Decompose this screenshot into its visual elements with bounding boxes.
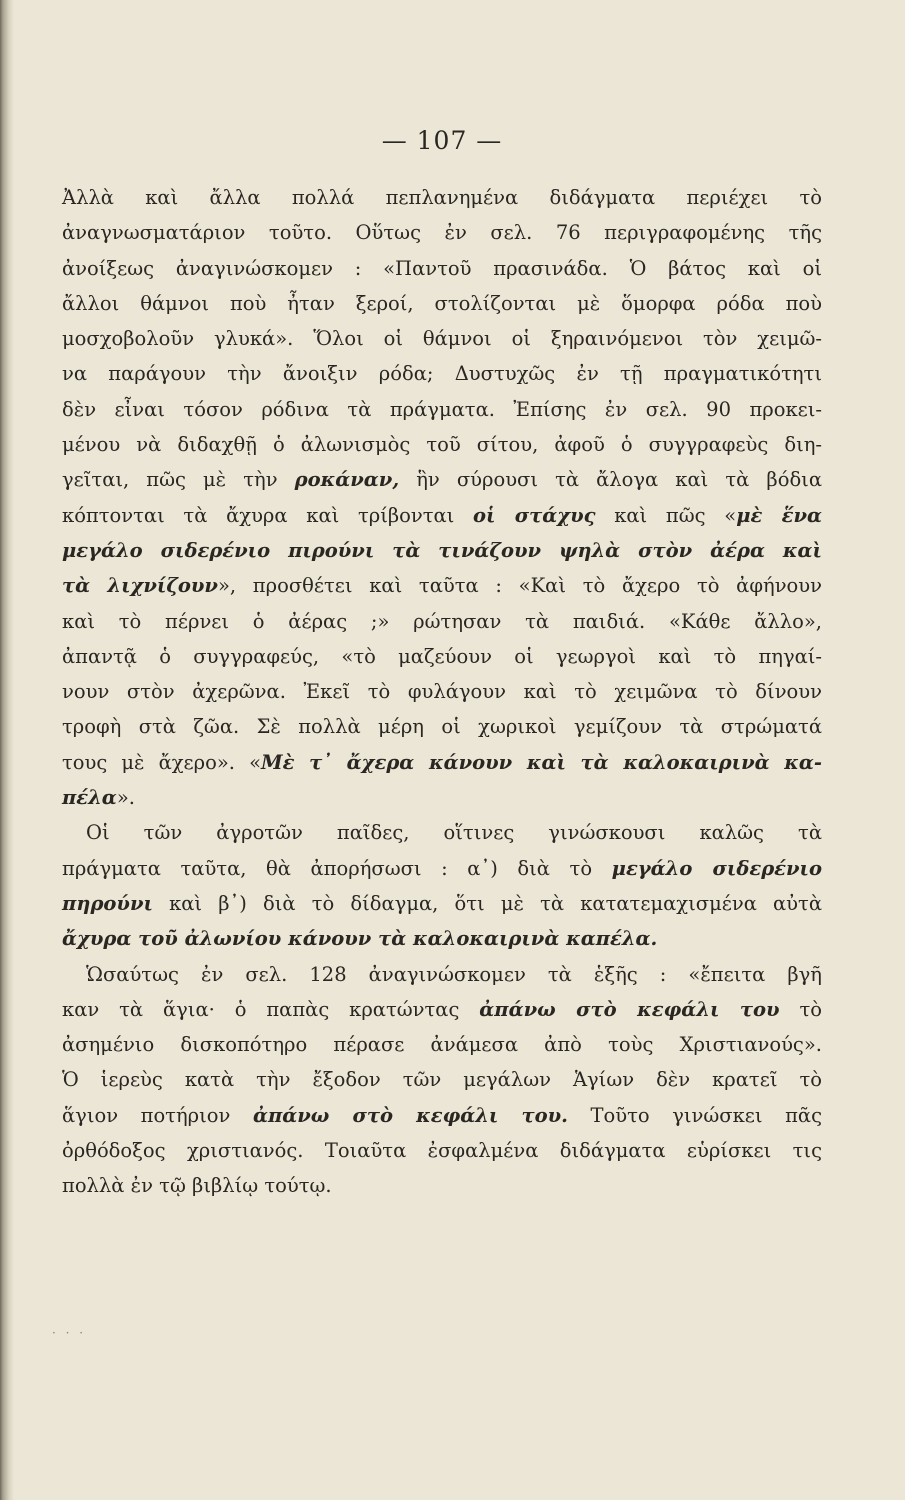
emphasis: Μὲ τ᾽ ἄχερα κάνουν καὶ τὰ καλοκαιρινὰ κα- [261,750,822,774]
text-line: μεγάλο σιδερένιο πιρούνι τὰ τινάζουν ψηλὰ στὸν ἀέρα καὶ [62,538,822,562]
text-line [62,462,822,497]
text-line [62,1098,822,1133]
text-line: ὀρθόδοξος χριστιανός. Τοιαῦτα ἐσφαλμένα διδάγματα εὑρίσκει τις [62,1139,822,1163]
emphasis: ἀπάνω στὸ κεφάλι του. [252,1103,568,1127]
text-line: πολλὰ ἐν τῷ βιβλίῳ τούτῳ. [62,1174,332,1198]
page-number: — 107 — [381,126,503,155]
text-line: ἄλλοι θάμνοι ποὺ ἦταν ξεροί, στολίζονται μὲ ὅμορφα ρόδα ποὺ [62,291,822,315]
emphasis: πέλα [62,786,117,810]
text-line: καὶ τὸ πέρνει ὁ ἀέρας ;» ρώτησαν τὰ παιδιά. «Κάθε ἄλλο», [62,609,822,633]
emphasis: ἀπάνω στὸ κεφάλι του [479,997,780,1021]
text-line: Ὁ ἱερεὺς κατὰ τὴν ἔξοδον τῶν μεγάλων Ἁγίων δὲν κρατεῖ τὸ [62,1068,822,1092]
text-run: ». [116,786,135,810]
emphasis: πηρούνι [62,891,153,915]
emphasis: μεγάλο σιδερένιο [611,856,822,880]
emphasis: ροκάναν, [294,468,400,492]
book-spine-shadow [0,0,14,1500]
text-run: », προσθέτει καὶ ταῦτα : «Καὶ τὸ ἄχερο τὸ ἀφήνουν [217,574,822,598]
text-run: ἅγιον ποτήριον [62,1103,231,1127]
text-line: νουν στὸν ἀχερῶνα. Ἐκεῖ τὸ φυλάγουν καὶ τὸ χειμῶνα τὸ δίνουν [62,680,822,704]
text-line: ἀναγνωσματάριον τοῦτο. Οὕτως ἐν σελ. 76 περιγραφομένης τῆς [62,221,822,245]
text-run: ἣν σύρουσι τὰ ἄλογα καὶ τὰ βόδια [416,468,823,492]
text-line: Ὡσαύτως ἐν σελ. 128 ἀναγινώσκομεν τὰ ἑξῆς : «ἔπειτα βγῆ [86,962,822,986]
text-line [62,886,822,921]
text-line [62,568,822,603]
text-run: καὶ πῶς « [614,503,737,527]
emphasis: μὲ ἕνα [736,503,822,527]
text-run: καὶ β᾽) διὰ τὸ δίδαγμα, ὅτι μὲ τὰ κατατεμαχισμένα αὐτὰ [169,891,822,915]
text-line: ἀσημένιο δισκοπότηρο πέρασε ἀνάμεσα ἀπὸ τοὺς Χριστιανούς». [62,1033,822,1057]
text-line: ἀνοίξεως ἀναγινώσκομεν : «Παντοῦ πρασινάδα. Ὁ βάτος καὶ οἱ [62,256,822,280]
stray-ink-marks: · · · [52,1326,87,1340]
text-run: τους μὲ ἄχερο». « [62,750,261,774]
text-run: τὸ [799,997,822,1021]
text-line: Ἀλλὰ καὶ ἄλλα πολλά πεπλανημένα διδάγματα περιέχει τὸ [62,186,822,209]
text-line [62,498,822,533]
text-run: γεῖται, πῶς μὲ τὴν [62,468,278,492]
text-line: να παράγουν τὴν ἄνοιξιν ρόδα; Δυστυχῶς ἐν τῇ πραγματικότητι [62,362,822,386]
text-line [62,780,822,815]
text-line: τροφὴ στὰ ζῶα. Σὲ πολλὰ μέρη οἱ χωρικοὶ γεμίζουν τὰ στρώματά [62,715,822,739]
emphasis: οἱ στάχυς [473,503,596,527]
text-run: πράγματα ταῦτα, θὰ ἀπορήσωσι : α᾽) διὰ τὸ [62,856,593,880]
text-line: ἀπαντᾷ ὁ συγγραφεύς, «τὸ μαζεύουν οἱ γεωργοὶ καὶ τὸ πηγαί- [62,644,822,668]
text-line: μοσχοβολοῦν γλυκά». Ὅλοι οἱ θάμνοι οἱ ξηραινόμενοι τὸν χειμῶ- [62,327,822,351]
text-line: μένου νὰ διδαχθῇ ὁ ἀλωνισμὸς τοῦ σίτου, ἀφοῦ ὁ συγγραφεὺς διη- [62,433,822,457]
text-run: Τοῦτο γινώσκει πᾶς [590,1103,823,1127]
text-line [62,851,822,886]
body-text [62,180,822,1204]
text-line [62,992,822,1027]
emphasis: τὰ λιχνίζουν [62,574,218,598]
text-line: Οἱ τῶν ἀγροτῶν παῖδες, οἵτινες γινώσκουσι καλῶς τὰ [86,821,822,845]
text-run: καν τὰ ἅγια· ὁ παπὰς κρατώντας [62,997,460,1021]
text-run: κόπτονται τὰ ἄχυρα καὶ τρίβονται [62,503,455,527]
book-page [62,0,822,1500]
text-line [62,745,822,780]
text-line: ἄχυρα τοῦ ἀλωνίου κάνουν τὰ καλοκαιρινὰ καπέλα. [62,927,658,951]
text-line: δὲν εἶναι τόσον ρόδινα τὰ πράγματα. Ἐπίσης ἐν σελ. 90 προκει- [62,397,822,421]
